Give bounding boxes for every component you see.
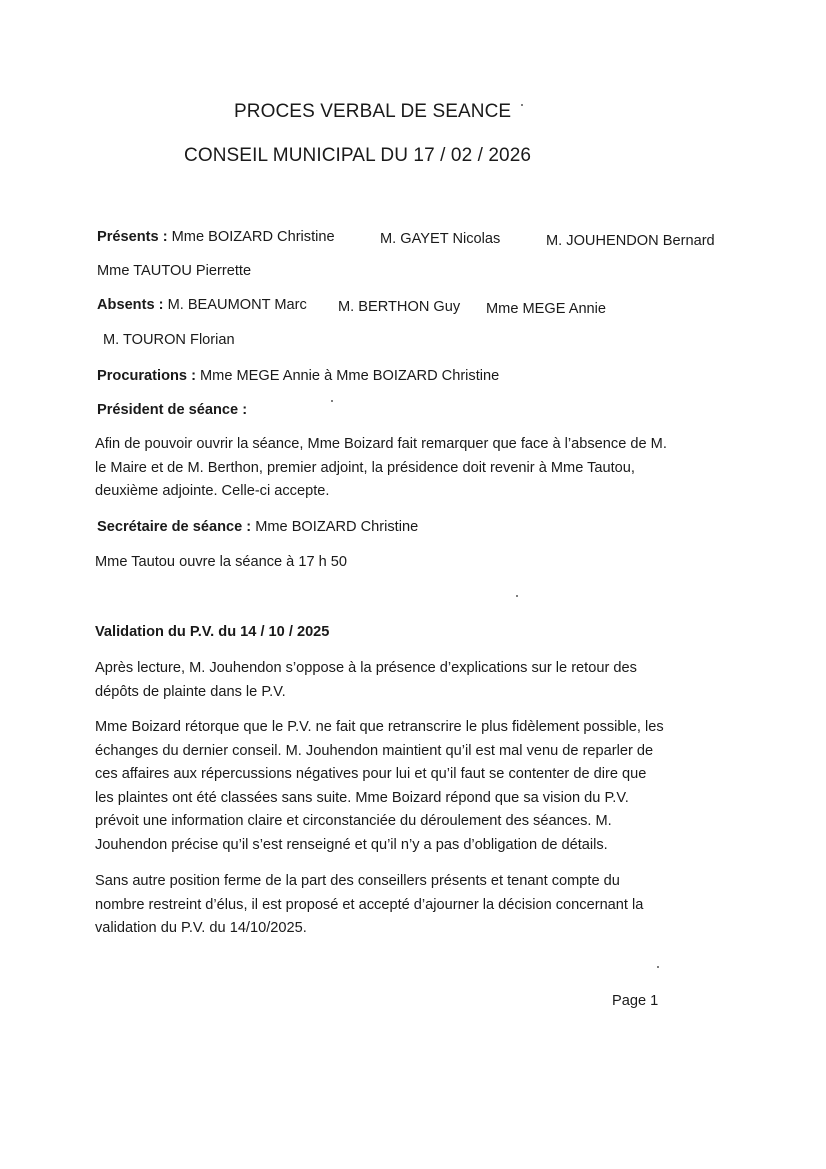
scan-speck bbox=[521, 104, 523, 106]
procurations-text: Mme MEGE Annie à Mme BOIZARD Christine bbox=[200, 368, 500, 384]
scan-speck bbox=[516, 595, 518, 597]
text-line: nombre restreint d’élus, il est proposé et accepté d’ajourner la décision concernant la bbox=[95, 896, 644, 913]
procurations-label: Procurations : bbox=[97, 368, 196, 384]
text-line: Jouhendon précise qu’il s’est renseigné et qu’il n’y a pas d’obligation de détails. bbox=[95, 836, 608, 853]
document-subtitle: CONSEIL MUNICIPAL DU 17 / 02 / 2026 bbox=[184, 145, 532, 166]
absent-name: M. BERTHON Guy bbox=[338, 299, 461, 315]
present-name: Mme BOIZARD Christine bbox=[171, 229, 335, 245]
secretaire-text: Mme BOIZARD Christine bbox=[255, 519, 419, 535]
president-heading: Président de séance : bbox=[97, 402, 248, 418]
absent-name: M. TOURON Florian bbox=[103, 332, 235, 348]
validation-paragraph-3 bbox=[95, 870, 735, 941]
page-number: Page 1 bbox=[612, 993, 659, 1009]
absent-name: M. BEAUMONT Marc bbox=[167, 297, 307, 313]
absents-row bbox=[97, 294, 307, 317]
text-line: le Maire et de M. Berthon, premier adjoint, la présidence doit revenir à Mme Tautou, bbox=[95, 459, 635, 476]
text-line: ces affaires aux répercussions négatives pour lui et qu’il faut se contenter de dire que bbox=[95, 766, 647, 782]
text-line: Après lecture, M. Jouhendon s’oppose à la présence d’explications sur le retour des bbox=[95, 660, 637, 676]
validation-heading: Validation du P.V. du 14 / 10 / 2025 bbox=[95, 624, 330, 640]
presents-label: Présents : bbox=[97, 229, 168, 245]
secretaire-label: Secrétaire de séance : bbox=[97, 519, 252, 535]
text-line: les plaintes ont été classées sans suite. Mme Boizard répond que sa vision du P.V. bbox=[95, 789, 629, 806]
text-line: Mme Boizard rétorque que le P.V. ne fait que retranscrire le plus fidèlement possible, les bbox=[95, 719, 664, 735]
procurations-row bbox=[97, 365, 499, 388]
present-name: M. GAYET Nicolas bbox=[380, 231, 501, 247]
text-line: validation du P.V. du 14/10/2025. bbox=[95, 920, 307, 936]
scan-speck bbox=[331, 400, 333, 402]
validation-paragraph-1 bbox=[95, 657, 735, 704]
text-line: Sans autre position ferme de la part des conseillers présents et tenant compte du bbox=[95, 873, 620, 889]
validation-paragraph-2 bbox=[95, 716, 735, 857]
present-name: M. JOUHENDON Bernard bbox=[546, 233, 715, 249]
text-line: prévoit une information claire et circonstanciée du déroulement des séances. M. bbox=[95, 813, 612, 829]
opening-text: Mme Tautou ouvre la séance à 17 h 50 bbox=[95, 554, 348, 570]
text-line: Afin de pouvoir ouvrir la séance, Mme Boizard fait remarquer que face à l’absence de M. bbox=[95, 436, 667, 452]
document-title: PROCES VERBAL DE SEANCE bbox=[234, 101, 512, 122]
presents-row bbox=[97, 226, 335, 249]
text-line: deuxième adjointe. Celle-ci accepte. bbox=[95, 483, 330, 499]
present-name: Mme TAUTOU Pierrette bbox=[97, 263, 252, 279]
president-paragraph bbox=[95, 433, 735, 504]
absent-name: Mme MEGE Annie bbox=[486, 301, 607, 317]
secretaire-row bbox=[97, 516, 418, 539]
scan-speck bbox=[657, 966, 659, 968]
text-line: échanges du dernier conseil. M. Jouhendon maintient qu’il est mal venu de reparler de bbox=[95, 742, 654, 759]
text-line: dépôts de plainte dans le P.V. bbox=[95, 683, 286, 700]
absents-label: Absents : bbox=[97, 297, 164, 313]
